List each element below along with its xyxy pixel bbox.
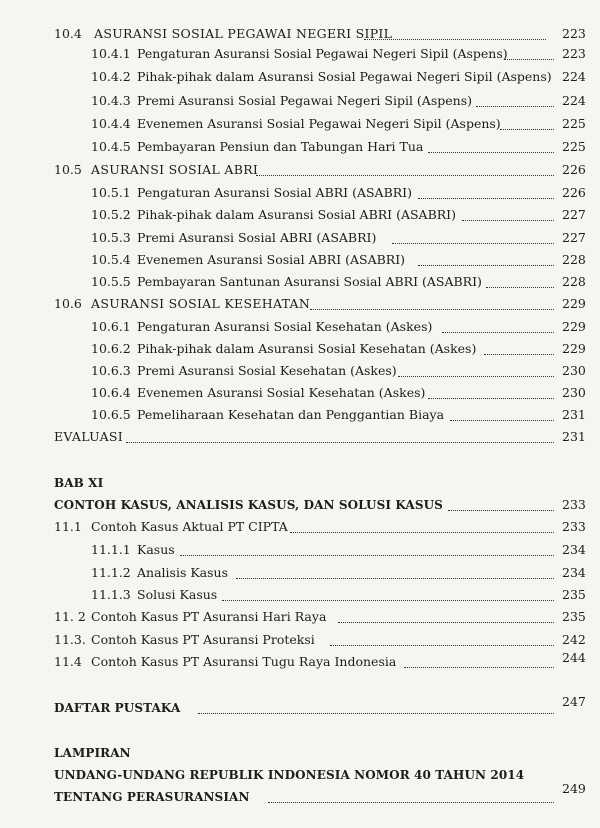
section-title: Evenemen Asuransi Sosial Pegawai Negeri Sipil (Aspens) xyxy=(137,116,501,131)
dot-leader xyxy=(268,802,554,803)
section-number: 10.6.5 xyxy=(91,407,131,422)
page-number: 233 xyxy=(562,519,586,534)
dot-leader xyxy=(256,175,554,176)
section-number: 10.4 xyxy=(54,26,82,41)
toc-entry-10-4-4[interactable] xyxy=(0,113,600,135)
section-title: Contoh Kasus PT Asuransi Tugu Raya Indonesia xyxy=(91,654,397,669)
section-title: ASURANSI SOSIAL ABRI xyxy=(91,162,259,177)
page-number: 227 xyxy=(562,230,586,245)
section-title: Premi Asuransi Sosial ABRI (ASABRI) xyxy=(137,230,377,245)
section-title: Pihak-pihak dalam Asuransi Sosial ABRI (ASABRI) xyxy=(137,207,456,222)
section-number: 10.6.4 xyxy=(91,385,131,400)
appendix-label: LAMPIRAN xyxy=(54,746,131,760)
page-number: 244 xyxy=(562,650,586,665)
toc-entry-11-4[interactable] xyxy=(0,651,600,673)
page-number: 231 xyxy=(562,407,586,422)
dot-leader xyxy=(310,309,554,310)
page-number: 225 xyxy=(562,139,586,154)
page-number: 234 xyxy=(562,565,586,580)
toc-entry-11-3[interactable] xyxy=(0,629,600,651)
toc-entry-evaluasi[interactable] xyxy=(0,426,600,448)
dot-leader xyxy=(338,622,554,623)
page-number: 224 xyxy=(562,69,586,84)
appendix-title-line-1: UNDANG-UNDANG REPUBLIK INDONESIA NOMOR 40 TAHUN 2014 xyxy=(54,768,525,782)
dot-leader xyxy=(442,332,554,333)
dot-leader xyxy=(418,198,554,199)
section-title: Pengaturan Asuransi Sosial ABRI (ASABRI) xyxy=(137,185,412,200)
section-title: Pihak-pihak dalam Asuransi Sosial Pegawai Negeri Sipil (Aspens) xyxy=(137,69,552,84)
section-title: Premi Asuransi Sosial Pegawai Negeri Sipil (Aspens) xyxy=(137,93,472,108)
toc-entry-10-4-5[interactable] xyxy=(0,136,600,158)
section-number: 11.1 xyxy=(54,519,82,534)
dot-leader xyxy=(462,220,554,221)
toc-entry-10-5-4[interactable] xyxy=(0,249,600,271)
toc-entry-10-6-2[interactable] xyxy=(0,338,600,360)
dot-leader xyxy=(398,376,554,377)
dot-leader xyxy=(448,510,554,511)
page-number: 223 xyxy=(562,46,586,61)
section-title: Contoh Kasus Aktual PT CIPTA xyxy=(91,519,288,534)
page-number: 229 xyxy=(562,319,586,334)
appendix-title-line-2: TENTANG PERASURANSIAN xyxy=(54,790,250,804)
section-number: 10.4.5 xyxy=(91,139,131,154)
toc-entry-bab-11[interactable] xyxy=(0,494,600,516)
section-title: Contoh Kasus PT Asuransi Proteksi xyxy=(91,632,315,647)
section-number: 10.5 xyxy=(54,162,82,177)
page-number: 229 xyxy=(562,341,586,356)
page-number: 234 xyxy=(562,542,586,557)
dot-leader xyxy=(418,265,554,266)
page-number: 235 xyxy=(562,609,586,624)
section-title: Solusi Kasus xyxy=(137,587,218,602)
section-number: 10.6.1 xyxy=(91,319,131,334)
page-number: 226 xyxy=(562,162,586,177)
toc-entry-10-5[interactable] xyxy=(0,159,600,181)
section-title: Evenemen Asuransi Sosial Kesehatan (Askes) xyxy=(137,385,426,400)
section-number: 10.6 xyxy=(54,296,82,311)
toc-entry-11-1-3[interactable] xyxy=(0,584,600,606)
toc-entry-10-4-3[interactable] xyxy=(0,90,600,112)
section-title: Pengaturan Asuransi Sosial Kesehatan (Askes) xyxy=(137,319,433,334)
page-number: 228 xyxy=(562,274,586,289)
dot-leader xyxy=(236,578,554,579)
page-number: 227 xyxy=(562,207,586,222)
section-title: Pemeliharaan Kesehatan dan Penggantian Biaya xyxy=(137,407,445,422)
section-title: EVALUASI xyxy=(54,429,124,444)
section-title: Evenemen Asuransi Sosial ABRI (ASABRI) xyxy=(137,252,406,267)
dot-leader xyxy=(476,106,554,107)
dot-leader xyxy=(364,39,546,40)
section-title: Contoh Kasus PT Asuransi Hari Raya xyxy=(91,609,327,624)
section-number: 11.4 xyxy=(54,654,82,669)
page-number: 231 xyxy=(562,429,586,444)
page-number: 242 xyxy=(562,632,586,647)
page-number: 229 xyxy=(562,296,586,311)
toc-entry-10-4-2[interactable] xyxy=(0,66,600,88)
chapter-heading-row xyxy=(0,472,600,494)
dot-leader xyxy=(428,152,554,153)
toc-entry-10-6-1[interactable] xyxy=(0,316,600,338)
toc-entry-10-4[interactable] xyxy=(0,23,600,45)
section-number: 10.5.3 xyxy=(91,230,131,245)
dot-leader xyxy=(330,645,554,646)
toc-entry-10-5-5[interactable] xyxy=(0,271,600,293)
section-number: 10.5.1 xyxy=(91,185,131,200)
section-number: 11.1.2 xyxy=(91,565,131,580)
toc-entry-11-2[interactable] xyxy=(0,606,600,628)
page-number: 249 xyxy=(562,781,586,796)
page-number: 224 xyxy=(562,93,586,108)
toc-entry-daftar-pustaka[interactable] xyxy=(0,694,600,719)
page-number: 223 xyxy=(562,26,586,41)
appendix-title-line xyxy=(0,764,600,786)
dot-leader xyxy=(486,287,554,288)
section-number: 10.4.3 xyxy=(91,93,131,108)
toc-entry-11-1-2[interactable] xyxy=(0,562,600,584)
section-number: 10.6.3 xyxy=(91,363,131,378)
toc-entry-11-1-1[interactable] xyxy=(0,539,600,561)
dot-leader xyxy=(180,555,554,556)
page-number: 225 xyxy=(562,116,586,131)
dot-leader xyxy=(392,243,554,244)
section-number: 11.1.3 xyxy=(91,587,131,602)
section-number: 11. 2 xyxy=(54,609,86,624)
page-number: 230 xyxy=(562,363,586,378)
toc-entry-10-5-1[interactable] xyxy=(0,182,600,204)
section-number: 10.5.5 xyxy=(91,274,131,289)
section-title: Pembayaran Pensiun dan Tabungan Hari Tua xyxy=(137,139,424,154)
section-title: ASURANSI SOSIAL KESEHATAN xyxy=(91,296,311,311)
toc-entry-10-4-1[interactable] xyxy=(0,43,600,65)
dot-leader xyxy=(290,532,554,533)
appendix-heading-row xyxy=(0,742,600,764)
section-number: 10.4.4 xyxy=(91,116,131,131)
page-number: 230 xyxy=(562,385,586,400)
dot-leader xyxy=(484,354,554,355)
section-title: DAFTAR PUSTAKA xyxy=(54,701,181,715)
section-title: Pihak-pihak dalam Asuransi Sosial Kesehatan (Askes) xyxy=(137,341,477,356)
section-number: 10.5.2 xyxy=(91,207,131,222)
dot-leader xyxy=(504,59,554,60)
section-number: 11.1.1 xyxy=(91,542,131,557)
page-number: 233 xyxy=(562,497,586,512)
toc-entry-10-6-4[interactable] xyxy=(0,382,600,404)
dot-leader xyxy=(500,129,554,130)
chapter-title: CONTOH KASUS, ANALISIS KASUS, DAN SOLUSI KASUS xyxy=(54,498,443,512)
toc-entry-10-5-3[interactable] xyxy=(0,227,600,249)
toc-entry-11-1[interactable] xyxy=(0,516,600,538)
dot-leader xyxy=(126,442,554,443)
page-number: 228 xyxy=(562,252,586,267)
dot-leader xyxy=(198,713,554,714)
dot-leader xyxy=(404,667,554,668)
section-title: Analisis Kasus xyxy=(137,565,228,580)
toc-entry-10-6-3[interactable] xyxy=(0,360,600,382)
section-number: 10.5.4 xyxy=(91,252,131,267)
section-title: Kasus xyxy=(137,542,175,557)
dot-leader xyxy=(450,420,554,421)
section-number: 10.4.2 xyxy=(91,69,131,84)
dot-leader xyxy=(222,600,554,601)
section-number: 10.4.1 xyxy=(91,46,131,61)
page-number: 247 xyxy=(562,694,586,709)
toc-entry-10-5-2[interactable] xyxy=(0,204,600,226)
section-title: Pembayaran Santunan Asuransi Sosial ABRI (ASABRI) xyxy=(137,274,482,289)
section-title: ASURANSI SOSIAL PEGAWAI NEGERI SIPIL xyxy=(94,26,393,41)
section-title: Premi Asuransi Sosial Kesehatan (Askes) xyxy=(137,363,397,378)
section-number: 11.3. xyxy=(54,632,86,647)
page-number: 226 xyxy=(562,185,586,200)
section-title: Pengaturan Asuransi Sosial Pegawai Negeri Sipil (Aspens) xyxy=(137,46,508,61)
chapter-label: BAB XI xyxy=(54,476,104,490)
toc-entry-10-6[interactable] xyxy=(0,293,600,315)
page-number: 235 xyxy=(562,587,586,602)
toc-entry-lampiran[interactable] xyxy=(0,781,600,808)
section-number: 10.6.2 xyxy=(91,341,131,356)
dot-leader xyxy=(428,398,554,399)
toc-entry-10-6-5[interactable] xyxy=(0,404,600,426)
